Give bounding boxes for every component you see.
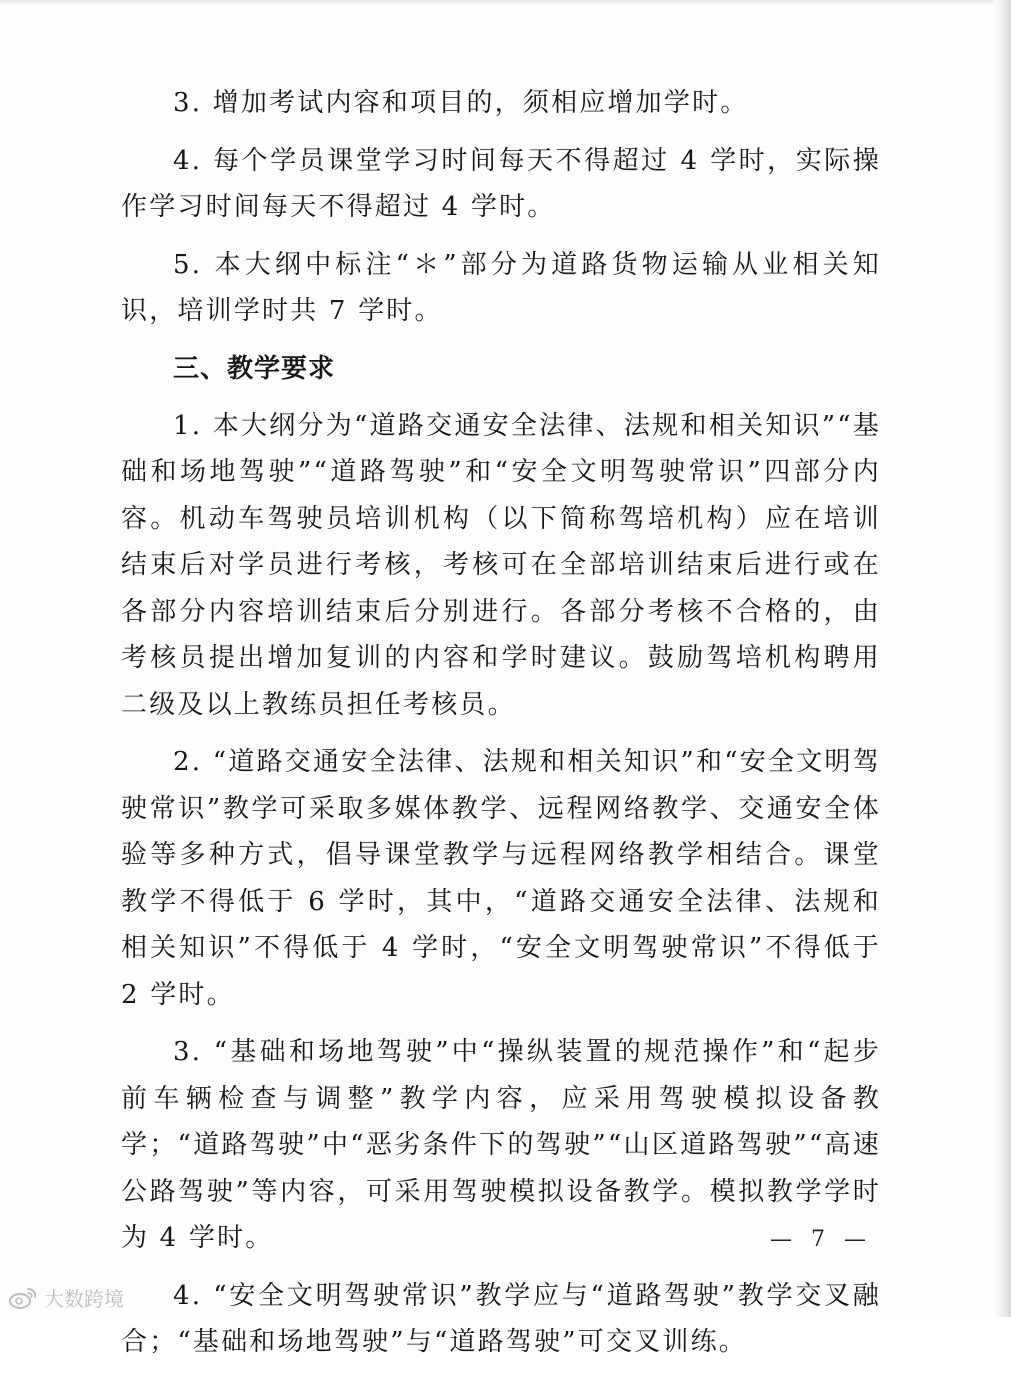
requirement-2: 2. “道路交通安全法律、法规和相关知识”和“安全文明驾驶常识”教学可采取多媒体教学、远程网络教学、交通安全体验等多种方式，倡导课堂教学与远程网络教学相结合。课堂教学不得低于 6 学时，其中，“道路交通安全法律、法规和相关知识”不得低于 4 学时，“安全文明驾驶常识”不得低于 2 学时。 — [121, 747, 881, 1010]
requirement-4: 4. “安全文明驾驶常识”教学应与“道路驾驶”教学交叉融合；“基础和场地驾驶”与“道路驾驶”可交叉训练。 — [121, 1280, 881, 1357]
paragraph-freight-knowledge: 5. 本大纲中标注“＊”部分为道路货物运输从业相关知识，培训学时共 7 学时。 — [121, 249, 881, 326]
requirement-3: 3. “基础和场地驾驶”中“操纵装置的规范操作”和“起步前车辆检查与调整”教学内容，应采用驾驶模拟设备教学；“道路驾驶”中“恶劣条件下的驾驶”“山区道路驾驶”“高速公路驾驶”等内容，可采用驾驶模拟设备教学。模拟教学学时为 4 学时。 — [121, 1037, 881, 1253]
page-right-edge — [993, 0, 1011, 1317]
page-top-edge — [0, 0, 1011, 6]
watermark — [8, 1283, 124, 1312]
requirement-1: 1. 本大纲分为“道路交通安全法律、法规和相关知识”“基础和场地驾驶”“道路驾驶”和“安全文明驾驶常识”四部分内容。机动车驾驶员培训机构（以下简称驾培机构）应在培训结束后对学员进行考核，考核可在全部培训结束后进行或在各部分内容培训结束后分别进行。各部分考核不合格的，由考核员提出增加复训的内容和学时建议。鼓励驾培机构聘用二级及以上教练员担任考核员。 — [121, 410, 881, 720]
page-number: — 7 — — [770, 1227, 872, 1252]
watermark-text: 大数跨境 — [44, 1287, 124, 1311]
weibo-logo-icon — [8, 1286, 38, 1310]
paragraph-exam-content: 3. 增加考试内容和项目的，须相应增加学时。 — [173, 88, 749, 118]
section-heading: 三、教学要求 — [173, 353, 336, 384]
paragraph-daily-hours: 4. 每个学员课堂学习时间每天不得超过 4 学时，实际操作学习时间每天不得超过 4 学时。 — [121, 145, 881, 222]
document-body — [121, 80, 881, 1377]
